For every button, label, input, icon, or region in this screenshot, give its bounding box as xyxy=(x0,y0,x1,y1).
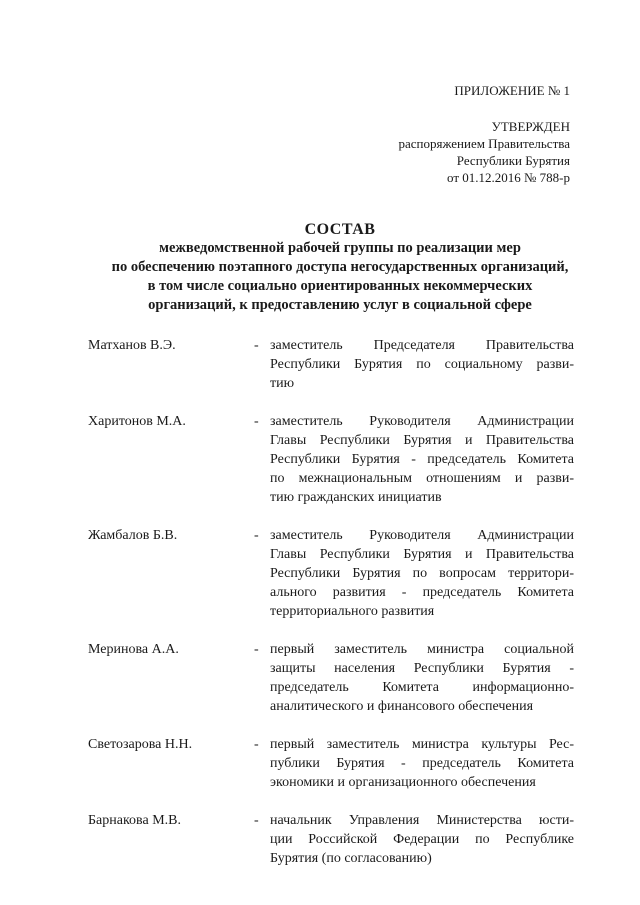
position-line: ального развития - председатель Комитета xyxy=(270,585,574,600)
approved-by-line: распоряжением Правительства xyxy=(398,136,570,151)
position-line: экономики и организационного обеспечения xyxy=(270,775,536,790)
member-name: Светозарова Н.Н. xyxy=(88,737,193,752)
member-row xyxy=(88,811,574,868)
position-line: тию xyxy=(270,376,295,391)
document-subtitle-line: межведомственной рабочей группы по реализации мер xyxy=(159,240,521,256)
member-row xyxy=(88,412,574,507)
position-line: Республики Бурятия - председатель Комитета xyxy=(270,452,574,467)
member-dash: - xyxy=(254,642,259,657)
position-line: Республики Бурятия по социальному разви- xyxy=(270,357,574,372)
position-line: тию гражданских инициатив xyxy=(270,490,442,505)
member-position xyxy=(270,336,574,393)
member-position xyxy=(270,811,574,868)
position-line: председатель Комитета информационно- xyxy=(270,680,574,695)
position-line: Главы Республики Бурятия и Правительства xyxy=(270,433,574,448)
member-row xyxy=(88,526,574,621)
member-dash: - xyxy=(254,528,259,543)
approved-by-republic: Республики Бурятия xyxy=(456,153,570,168)
member-dash: - xyxy=(254,414,259,429)
member-name: Матханов В.Э. xyxy=(88,338,176,353)
position-line: заместитель Руководителя Администрации xyxy=(270,528,574,543)
position-line: заместитель Председателя Правительства xyxy=(270,338,574,353)
position-line: Главы Республики Бурятия и Правительства xyxy=(270,547,574,562)
document-subtitle-line: по обеспечению поэтапного доступа негосударственных организаций, xyxy=(111,259,569,275)
approval-date-number: от 01.12.2016 № 788-р xyxy=(447,170,570,185)
document-subtitle-line: в том числе социально ориентированных некоммерческих xyxy=(147,278,533,294)
position-line: ции Российской Федерации по Республике xyxy=(270,832,574,847)
member-row xyxy=(88,336,574,393)
member-position xyxy=(270,735,574,792)
member-position xyxy=(270,640,574,716)
position-line: первый заместитель министра культуры Рес- xyxy=(270,737,574,752)
member-name: Меринова А.А. xyxy=(88,642,179,657)
document-subtitle-line: организаций, к предоставлению услуг в социальной сфере xyxy=(148,297,532,313)
member-dash: - xyxy=(254,737,259,752)
position-line: по межнациональным отношениям и разви- xyxy=(270,471,574,486)
approved-label: УТВЕРЖДЕН xyxy=(491,119,570,134)
position-line: Бурятия (по согласованию) xyxy=(270,851,432,866)
member-row xyxy=(88,735,574,792)
position-line: публики Бурятия - председатель Комитета xyxy=(270,756,574,771)
member-dash: - xyxy=(254,338,259,353)
position-line: территориального развития xyxy=(270,604,435,619)
position-line: заместитель Руководителя Администрации xyxy=(270,414,574,429)
position-line: начальник Управления Министерства юсти- xyxy=(270,813,574,828)
member-row xyxy=(88,640,574,716)
appendix-number: ПРИЛОЖЕНИЕ № 1 xyxy=(454,83,570,98)
member-dash: - xyxy=(254,813,259,828)
member-name: Харитонов М.А. xyxy=(88,414,186,429)
member-name: Жамбалов Б.В. xyxy=(88,528,178,543)
approval-stamp-block xyxy=(310,82,570,186)
member-position xyxy=(270,412,574,507)
position-line: первый заместитель министра социальной xyxy=(270,642,574,657)
member-position xyxy=(270,526,574,621)
document-title-block xyxy=(60,220,620,315)
members-list xyxy=(88,336,574,887)
position-line: Республики Бурятия по вопросам территори- xyxy=(270,566,574,581)
document-title: СОСТАВ xyxy=(304,221,376,238)
position-line: аналитического и финансового обеспечения xyxy=(270,699,534,714)
position-line: защиты населения Республики Бурятия - xyxy=(270,661,574,676)
member-name: Барнакова М.В. xyxy=(88,813,181,828)
